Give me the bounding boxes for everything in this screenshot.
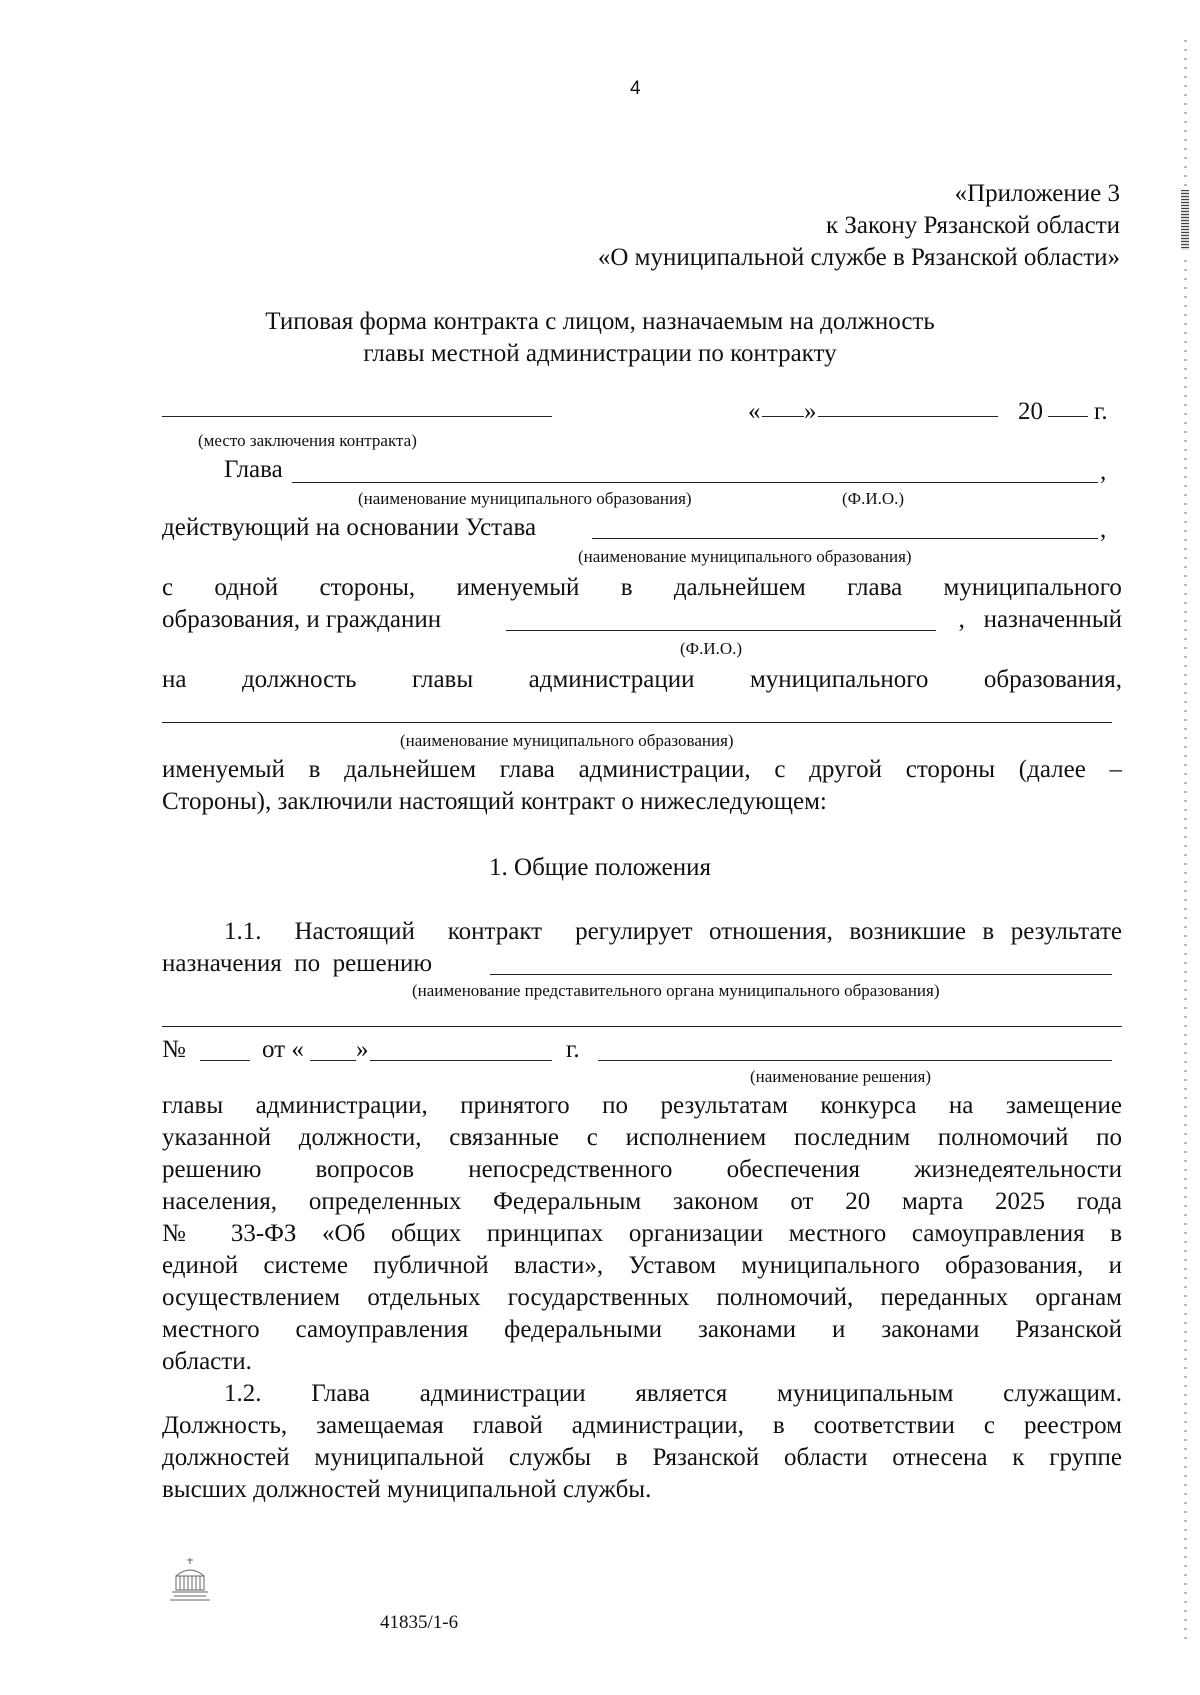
word: в [620, 574, 633, 601]
caption-place: (место заключения контракта) [198, 431, 417, 450]
place-blank [162, 416, 552, 417]
caption-mun-formation-3: (наименование муниципального образования) [400, 731, 734, 750]
page-number: 4 [630, 78, 641, 99]
word: должность [241, 666, 357, 693]
decision-number-label: № [162, 1036, 186, 1063]
text-line: местного самоуправления федеральными законами и законами Рязанской [162, 1316, 1122, 1343]
word: муниципального [749, 666, 929, 693]
text-line: населения, определенных Федеральным законом от 20 марта 2025 года [162, 1188, 1122, 1215]
word: одной [214, 574, 279, 601]
word: образования, [983, 666, 1122, 693]
date-close-quote: » [804, 398, 817, 425]
day-blank [762, 416, 804, 417]
decision-name-blank [598, 1060, 1112, 1061]
document-title-line-2: главы местной администрации по контракту [363, 340, 837, 367]
caption-mun-formation-2: (наименование муниципального образования) [578, 547, 912, 566]
text-line: области. [162, 1348, 252, 1375]
caption-fio: (Ф.И.О.) [842, 489, 905, 508]
year-prefix: 20 [1018, 398, 1043, 425]
word: глава [847, 574, 903, 601]
text-line: высших должностей муниципальной службы. [162, 1476, 652, 1503]
decision-day-blank [310, 1060, 356, 1061]
year-suffix: г. [1094, 398, 1108, 425]
appendix-line-2: к Закону Рязанской области [826, 212, 1120, 239]
word: муниципального [943, 574, 1122, 601]
charter-comma: , [1100, 516, 1107, 543]
word: администрации [528, 666, 695, 693]
clause-1-2-body [162, 1410, 1122, 1506]
text-line: решению вопросов непосредственного обеспечения жизнедеятельности [162, 1156, 1122, 1183]
decision-date-label: от « [262, 1036, 304, 1063]
rep-body-blank [490, 974, 1112, 975]
word: на [162, 666, 187, 693]
position-line [162, 664, 1122, 696]
emblem-icon [168, 1556, 212, 1604]
year-blank [1048, 416, 1088, 417]
acting-basis-text: действующий на основании Устава [162, 514, 537, 541]
text-line: единой системе публичной власти», Уставом муниципального образования, и [162, 1252, 1122, 1279]
mun-formation-blank [162, 722, 1112, 723]
text-line: № 33-ФЗ «Об общих принципах организации местного самоуправления в [162, 1220, 1122, 1247]
caption-fio-2: (Ф.И.О.) [680, 639, 743, 658]
charter-blank [592, 538, 1098, 539]
caption-decision: (наименование решения) [750, 1067, 931, 1086]
word: с [162, 574, 174, 601]
document-code: 41835/1-6 [380, 1612, 459, 1633]
word: именуемый [456, 574, 580, 601]
document-title-line-1: Типовая форма контракта с лицом, назначаемым на должность [265, 308, 935, 335]
parties-line-2: Стороны), заключили настоящий контракт о нижеследующем: [162, 788, 827, 815]
appendix-line-1: «Приложение 3 [954, 180, 1120, 207]
text-line: осуществлением отдельных государственных полномочий, переданных органам [162, 1284, 1122, 1311]
clause-1-1-line-2: назначения по решению [162, 950, 433, 977]
glava-blank [292, 482, 1098, 483]
rep-body-blank-2 [162, 1026, 1122, 1027]
glava-comma: , [1100, 458, 1107, 485]
text-line: указанной должности, связанные с исполнением последним полномочий по [162, 1124, 1122, 1151]
text-line: Должность, замещаемая главой администрации, в соответствии с реестром [162, 1412, 1122, 1439]
clause-1-1-line-1: 1.1. Настоящий контракт регулирует отношения, возникшие в результате [224, 918, 1122, 945]
citizen-fio-blank [506, 630, 936, 631]
text-line: должностей муниципальной службы в Рязанской области отнесена к группе [162, 1444, 1122, 1471]
appointed-text: , назначенный [958, 606, 1122, 633]
citizen-text: образования, и гражданин [162, 606, 442, 633]
date-open-quote: « [748, 398, 761, 425]
month-blank [818, 416, 998, 417]
parties-line-1: именуемый в дальнейшем глава администрации, с другой стороны (далее – [162, 756, 1122, 783]
glava-label: Глава [224, 456, 283, 483]
caption-rep-body: (наименование представительного органа муниципального образования) [412, 981, 940, 1000]
scan-barcode-artifact [1181, 190, 1189, 250]
word: стороны, [319, 574, 416, 601]
text-line: главы администрации, принятого по результатам конкурса на замещение [162, 1092, 1122, 1119]
clause-1-1-body [162, 1090, 1122, 1378]
section-1-heading: 1. Общие положения [489, 854, 711, 881]
scan-artifact [1184, 260, 1187, 1640]
clause-1-2-line-1: 1.2. Глава администрации является муниципальным служащим. [224, 1380, 1122, 1407]
caption-mun-formation: (наименование муниципального образования) [358, 489, 692, 508]
one-side-line [162, 572, 1122, 604]
word: дальнейшем [673, 574, 806, 601]
word: главы [412, 666, 474, 693]
scan-artifact [1184, 40, 1187, 190]
decision-month-blank [370, 1060, 552, 1061]
appendix-line-3: «О муниципальной службе в Рязанской области» [597, 244, 1120, 271]
decision-year-label: г. [566, 1036, 580, 1063]
decision-number-blank [200, 1060, 250, 1061]
decision-close-quote: » [356, 1036, 369, 1063]
